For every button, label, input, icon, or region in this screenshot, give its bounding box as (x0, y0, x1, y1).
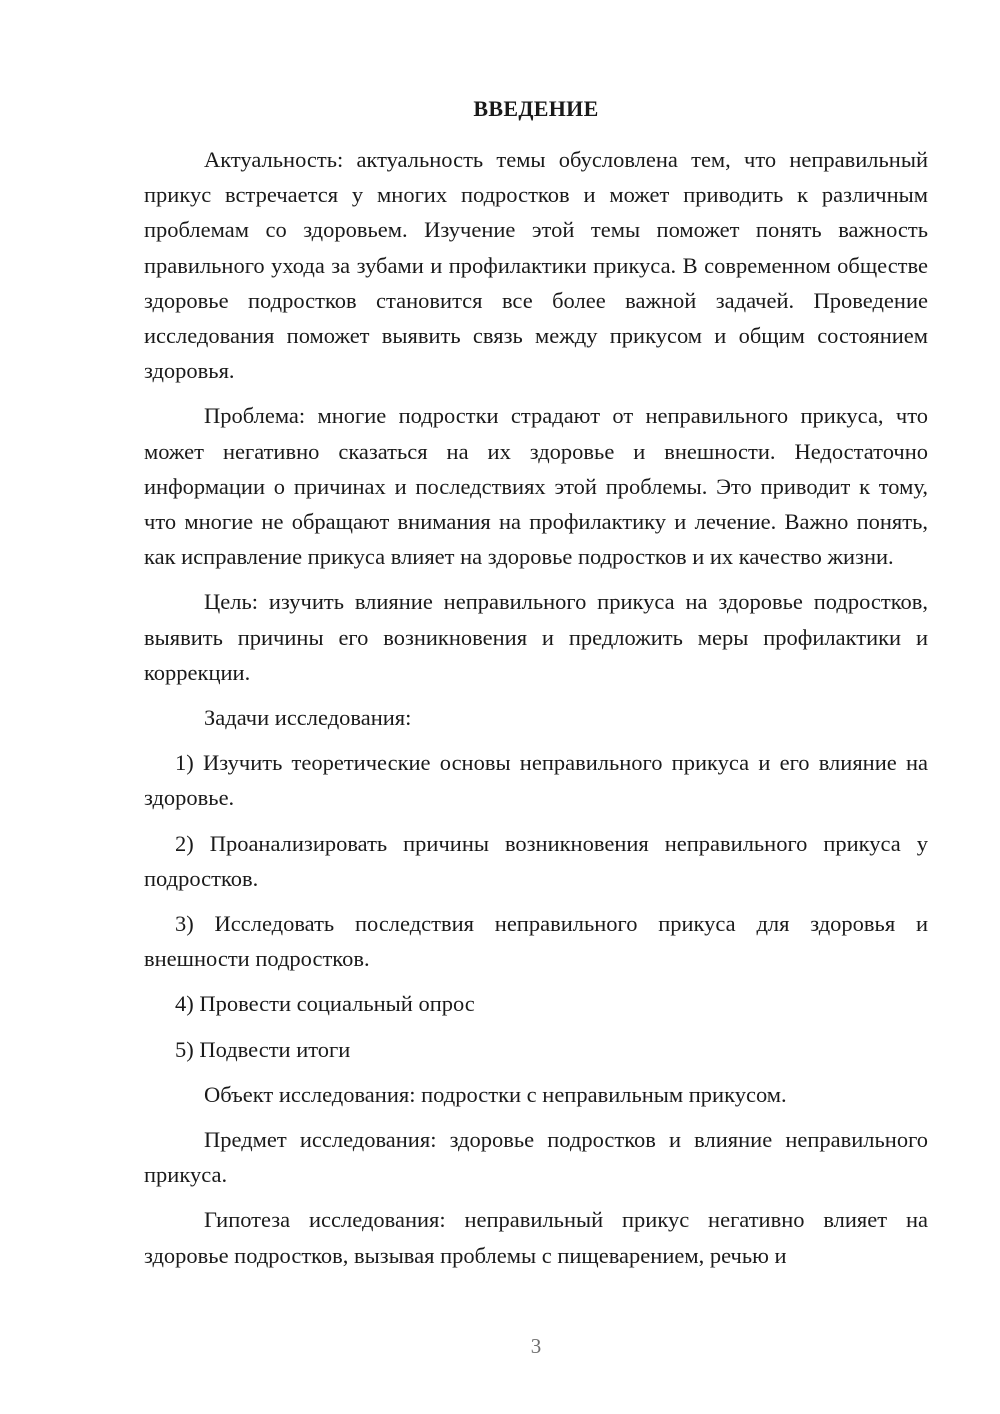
page-title: ВВЕДЕНИЕ (473, 96, 599, 121)
paragraph-goal: Цель: изучить влияние неправильного прикуса на здоровье подростков, выявить причины его возникновения и предложить меры профилактики и коррекции. (144, 589, 928, 685)
paragraph-object: Объект исследования: подростки с неправильным прикусом. (204, 1081, 787, 1107)
paragraph-subject: Предмет исследования: здоровье подростков и влияние неправильного прикуса. (144, 1127, 928, 1188)
page-number: 3 (530, 1334, 542, 1358)
task-item-3: 3) Исследовать последствия неправильного прикуса для здоровья и внешности подростков. (144, 911, 928, 972)
task-item-5: 5) Подвести итоги (175, 1036, 351, 1062)
task-item-2: 2) Проанализировать причины возникновения неправильного прикуса у подростков. (144, 830, 928, 891)
paragraph-problem: Проблема: многие подростки страдают от неправильного прикуса, что может негативно сказаться на их здоровье и внешности. Недостаточно информации о причинах и последствиях этой проблемы. Это приводит к тому, что многие не обращают внимания на профилактику и лечение. Важно понять, как исправление прикуса влияет на здоровье подростков и их качество жизни. (144, 403, 928, 570)
paragraph-hypothesis: Гипотеза исследования: неправильный прикус негативно влияет на здоровье подростков, вызывая проблемы с пищеварением, речью и (144, 1207, 928, 1268)
task-item-1: 1) Изучить теоретические основы неправильного прикуса и его влияние на здоровье. (144, 750, 928, 811)
document-body (144, 142, 928, 1273)
paragraph-tasks-heading: Задачи исследования: (204, 705, 412, 731)
task-item-4: 4) Провести социальный опрос (175, 991, 475, 1017)
paragraph-relevance: Актуальность: актуальность темы обусловлена тем, что неправильный прикус встречается у многих подростков и может приводить к различным проблемам со здоровьем. Изучение этой темы поможет понять важность правильного ухода за зубами и профилактики прикуса. В современном обществе здоровье подростков становится все более важной задачей. Проведение исследования поможет выявить связь между прикусом и общим состоянием здоровья. (144, 147, 928, 384)
